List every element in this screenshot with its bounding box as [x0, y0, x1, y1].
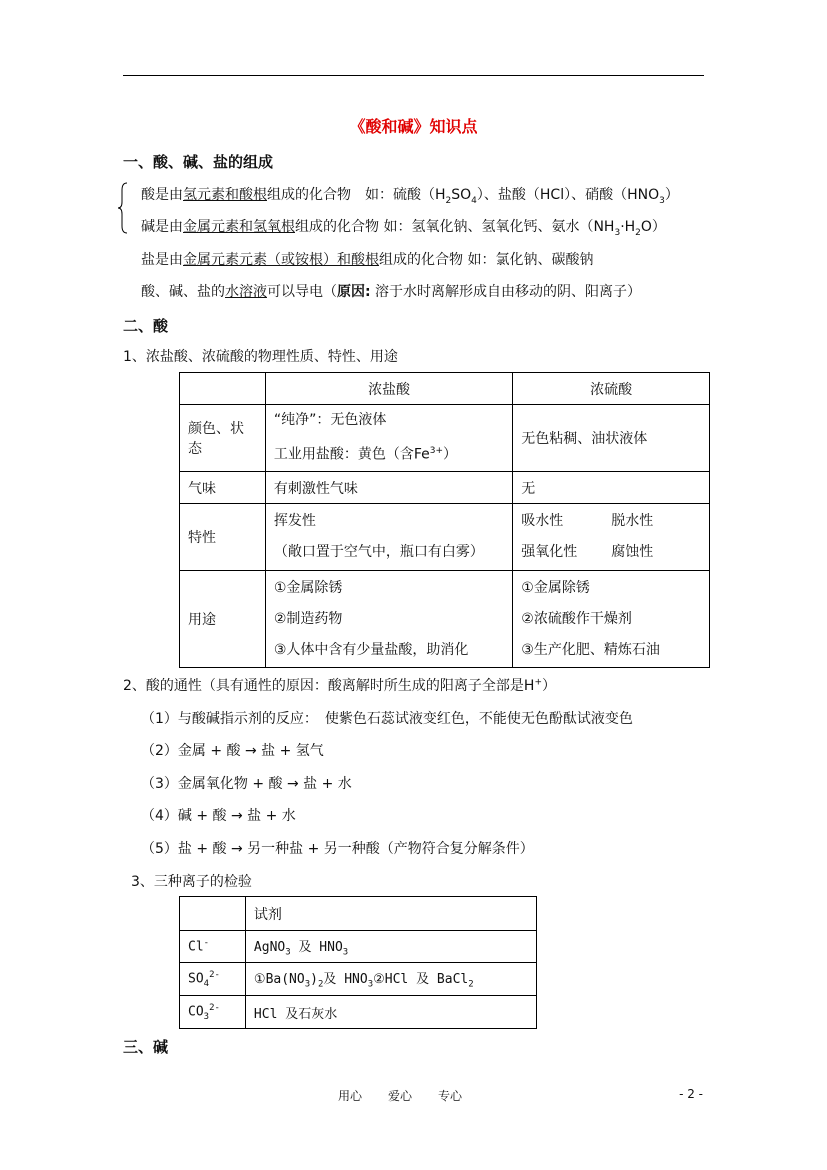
reagent-carbonate: HCl 及石灰水 [245, 996, 536, 1029]
table-row-uses [180, 571, 710, 668]
footer-motto-3: 专心 [438, 1089, 463, 1103]
table-row-properties [180, 504, 710, 571]
list-item: （1）与酸碱指示剂的反应： 使紫色石蕊试液变红色，不能使无色酚酞试液变色 [141, 711, 633, 727]
cell-uses-hcl: ①金属除锈 ②制造药物 ③人体中含有少量盐酸，助消化 [265, 571, 512, 668]
section-2-heading: 二、酸 [123, 317, 169, 335]
list-item: （3）金属氧化物 + 酸 → 盐 + 水 [141, 776, 352, 792]
col-header-h2so4: 浓硫酸 [513, 373, 710, 405]
cell-uses-h2so4: ①金属除锈 ②浓硫酸作干燥剂 ③生产化肥、精炼石油 [513, 571, 710, 668]
cell-properties-hcl: 挥发性 （敞口置于空气中，瓶口有白雾） [265, 504, 512, 571]
acid-general-properties: 2、酸的通性（具有通性的原因：酸离解时所生成的阳离子全部是H+） [123, 677, 556, 694]
row-label-uses: 用途 [180, 571, 266, 668]
reagent-sulfate: $①Ba(NO_3)_2$及 $HNO_3②HCl$ 及 BaCl$_2$ [245, 963, 536, 996]
list-item: （5）盐 + 酸 → 另一种盐 + 另一种酸（产物符合复分解条件） [141, 841, 534, 857]
acid-properties-table [179, 372, 710, 668]
acid-properties-intro: 1、浓盐酸、浓硫酸的物理性质、特性、用途 [123, 349, 398, 365]
list-item: （4）碱 + 酸 → 盐 + 水 [141, 808, 296, 824]
row-label-smell: 气味 [180, 472, 266, 504]
ion-test-table [179, 896, 537, 1029]
ion-sulfate: $SO_4^{2-}$ [180, 963, 246, 996]
ion-chloride: Cl- [180, 931, 246, 963]
cell-color-hcl: “纯净”：无色液体 工业用盐酸：黄色（含$Fe^{3+}$） [265, 405, 512, 472]
col-header-hcl: 浓盐酸 [265, 373, 512, 405]
cell-smell-hcl: 有刺激性气味 [265, 472, 512, 504]
list-item: （2）金属 + 酸 → 盐 + 氢气 [141, 743, 324, 759]
ion-table-header-row [180, 897, 537, 931]
cell-smell-h2so4: 无 [513, 472, 710, 504]
ion-table-header: 试剂 [245, 897, 536, 931]
table-header-row [180, 373, 710, 405]
page-title: 《酸和碱》知识点 [349, 117, 478, 136]
table-row-smell [180, 472, 710, 504]
page-number: - 2 - [679, 1087, 703, 1101]
footer-motto-2: 爱心 [388, 1089, 413, 1103]
ion-carbonate: $CO_3^{2-}$ [180, 996, 246, 1029]
row-label-color: 颜色、状态 [180, 405, 266, 472]
footer-motto-1: 用心 [338, 1089, 363, 1103]
cell-properties-h2so4: 吸水性 脱水性 强氧化性 腐蚀性 [513, 504, 710, 571]
base-definition: 碱是由金属元素和氢氧根组成的化合物 如：氢氧化钠、氢氧化钙、氨水$(NH_3\cdot H_2O)$ [141, 219, 666, 238]
table-corner-cell [180, 373, 266, 405]
ion-test-intro: 3、三种离子的检验 [131, 874, 252, 890]
ion-row-sulfate [180, 963, 537, 996]
table-row-color [180, 405, 710, 472]
ion-row-carbonate [180, 996, 537, 1029]
row-label-properties: 特性 [180, 504, 266, 571]
section-1-heading: 一、酸、碱、盐的组成 [123, 153, 274, 171]
section-3-heading: 三、碱 [123, 1038, 169, 1056]
header-rule [123, 75, 704, 76]
salt-definition: 盐是由金属元素元素（或铵根）和酸根组成的化合物 如：氯化钠、碳酸钠 [141, 252, 594, 268]
conductivity-note: 酸、碱、盐的水溶液可以导电（原因: 溶于水时离解形成自由移动的阴、阳离子） [141, 284, 642, 300]
brace-icon [118, 182, 128, 234]
acid-definition: 酸是由氢元素和酸根组成的化合物 如：硫酸$(H_2SO_4)$、盐酸（HCl）、硝酸$(HNO_3)$ [141, 187, 679, 206]
cell-color-h2so4: 无色粘稠、油状液体 [513, 405, 710, 472]
reagent-chloride: AgNO$_3$ 及 $HNO_3$ [245, 931, 536, 963]
ion-table-corner [180, 897, 246, 931]
ion-row-chloride [180, 931, 537, 963]
